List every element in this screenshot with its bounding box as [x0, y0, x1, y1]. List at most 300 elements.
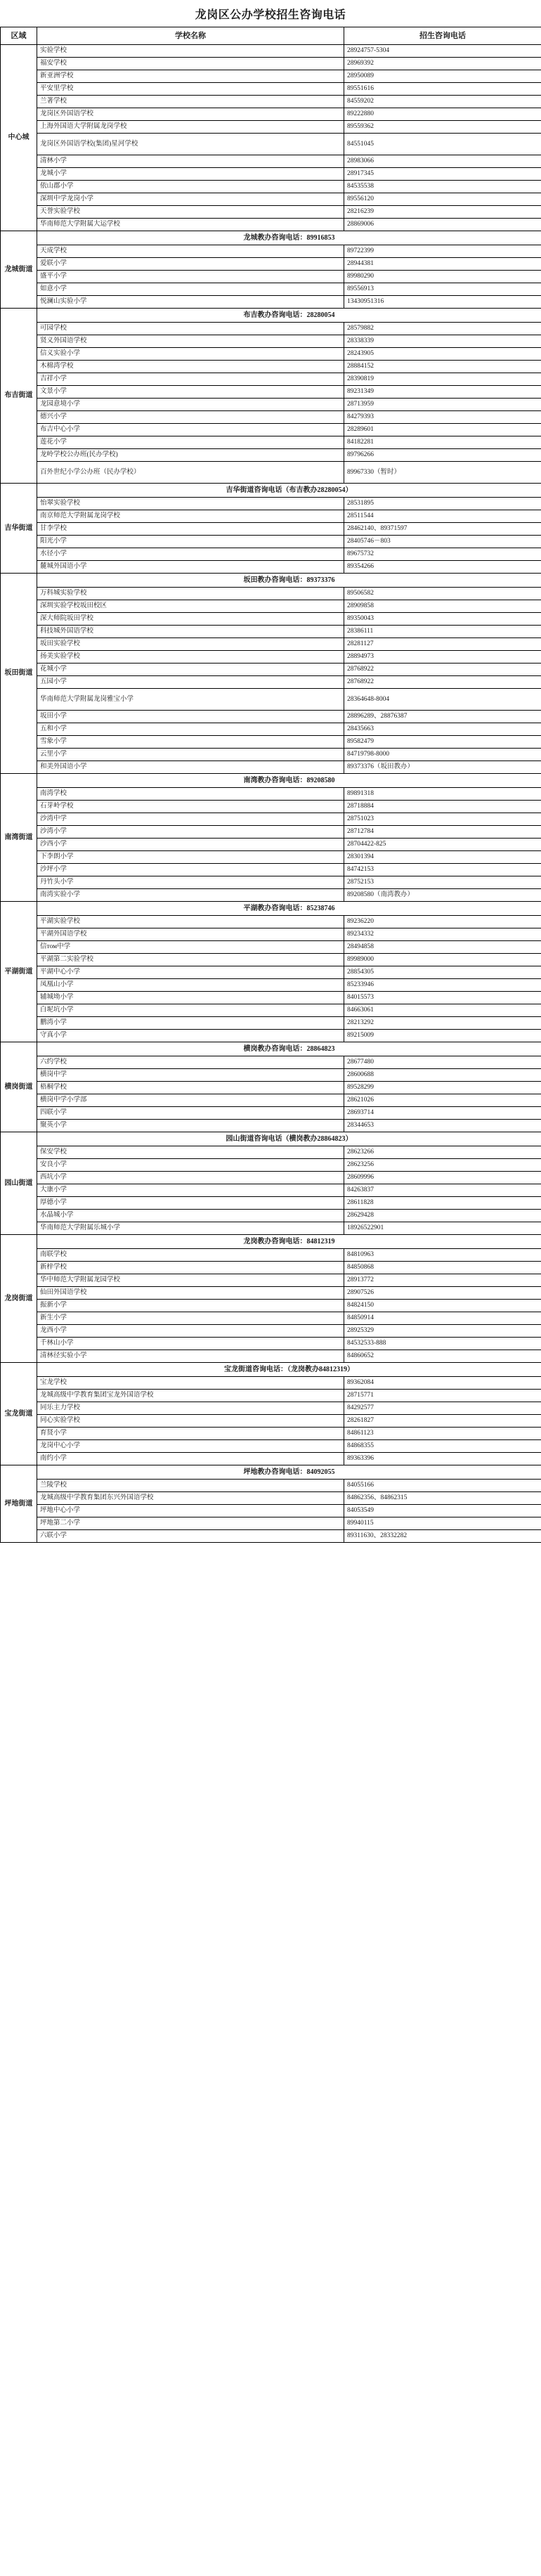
- table-row: [1, 954, 541, 966]
- table-row: [1, 1338, 541, 1350]
- table-row: [1, 1300, 541, 1312]
- table-row: [1, 1159, 541, 1172]
- school-name-cell: 厚德小学: [37, 1197, 344, 1210]
- phone-number-cell: 84053549: [344, 1505, 541, 1517]
- table-row: [1, 889, 541, 902]
- school-name-cell: 福安学校: [37, 58, 344, 70]
- phone-number-cell: 28854305: [344, 966, 541, 979]
- table-row: [1, 155, 541, 168]
- phone-number-cell: 89506582: [344, 588, 541, 600]
- table-row: [1, 1390, 541, 1402]
- phone-number-cell: 89528299: [344, 1082, 541, 1094]
- phone-number-cell: 89362084: [344, 1377, 541, 1390]
- table-row: [1, 1440, 541, 1453]
- phone-number-cell: 28531895: [344, 498, 541, 510]
- school-name-cell: 新生小学: [37, 1312, 344, 1325]
- school-name-cell: 华南师范大学附属乐城小学: [37, 1222, 344, 1235]
- phone-number-cell: 84742153: [344, 864, 541, 876]
- table-row: [1, 1517, 541, 1530]
- document-page: [0, 6, 541, 1543]
- phone-number-cell: 28712784: [344, 826, 541, 839]
- table-row: [1, 600, 541, 613]
- table-row: [1, 966, 541, 979]
- phone-number-cell: 84810963: [344, 1249, 541, 1262]
- school-name-cell: 兰陵学校: [37, 1480, 344, 1492]
- column-header-region: 区域: [1, 27, 37, 45]
- school-name-cell: 五园小学: [37, 676, 344, 689]
- school-name-cell: 水径小学: [37, 548, 344, 561]
- school-name-cell: 新梓学校: [37, 1262, 344, 1274]
- table-row: [1, 1107, 541, 1120]
- phone-number-cell: 84532533-888: [344, 1338, 541, 1350]
- table-row: [1, 626, 541, 638]
- school-name-cell: 雪象小学: [37, 736, 344, 749]
- school-name-cell: 龙岭学校公办班(民办学校): [37, 449, 344, 462]
- table-row: [1, 335, 541, 348]
- section-banner: 布吉教办咨询电话：28280054: [37, 309, 541, 323]
- section-banner-row: [1, 1235, 541, 1249]
- table-row: [1, 83, 541, 96]
- phone-number-cell: 28677480: [344, 1056, 541, 1069]
- phone-number-cell: 84719798-8000: [344, 749, 541, 761]
- table-row: [1, 1146, 541, 1159]
- phone-number-cell: 28907526: [344, 1287, 541, 1300]
- table-row: [1, 876, 541, 889]
- school-name-cell: 龙岗区外国语学校(集团)星河学校: [37, 134, 344, 155]
- table-row: [1, 676, 541, 689]
- phone-number-cell: 28435663: [344, 723, 541, 736]
- table-row: [1, 638, 541, 651]
- phone-number-cell: 89891318: [344, 788, 541, 801]
- phone-number-cell: 84559202: [344, 96, 541, 108]
- table-row: [1, 979, 541, 992]
- table-row: [1, 1480, 541, 1492]
- phone-number-cell: 89796266: [344, 449, 541, 462]
- school-name-cell: 平湖中心小学: [37, 966, 344, 979]
- phone-number-cell: 89989000: [344, 954, 541, 966]
- school-name-cell: 白坭坑小学: [37, 1004, 344, 1017]
- table-row: [1, 1004, 541, 1017]
- phone-number-cell: 28390819: [344, 373, 541, 386]
- school-name-cell: 科技城外国语学校: [37, 626, 344, 638]
- table-row: [1, 1274, 541, 1287]
- school-name-cell: 依山郡小学: [37, 181, 344, 193]
- table-row: [1, 839, 541, 851]
- school-name-cell: 信义实验小学: [37, 348, 344, 361]
- school-name-cell: 守真小学: [37, 1030, 344, 1042]
- phone-number-cell: 28715771: [344, 1390, 541, 1402]
- region-cell: 布吉街道: [1, 309, 37, 484]
- school-name-cell: 坪地中心小学: [37, 1505, 344, 1517]
- phone-number-cell: 84182281: [344, 436, 541, 449]
- phone-number-cell: 84663061: [344, 1004, 541, 1017]
- phone-number-cell: 84850868: [344, 1262, 541, 1274]
- phone-number-cell: 89231349: [344, 386, 541, 399]
- school-name-cell: 莲花小学: [37, 436, 344, 449]
- table-row: [1, 1492, 541, 1505]
- phone-number-cell: 28629428: [344, 1210, 541, 1222]
- table-row: [1, 813, 541, 826]
- section-banner: 横岗教办咨询电话：28864823: [37, 1042, 541, 1056]
- phone-number-cell: 89675732: [344, 548, 541, 561]
- section-banner: 宝龙街道咨询电话：（龙岗教办84812319）: [37, 1363, 541, 1377]
- phone-number-cell: 28751023: [344, 813, 541, 826]
- table-row: [1, 801, 541, 813]
- table-row: [1, 449, 541, 462]
- table-row: [1, 916, 541, 928]
- school-name-cell: 如意小学: [37, 283, 344, 296]
- phone-number-cell: 84535538: [344, 181, 541, 193]
- phone-number-cell: 28713959: [344, 399, 541, 411]
- section-banner: 坪地教办咨询电话：84092055: [37, 1465, 541, 1480]
- phone-number-cell: 89940115: [344, 1517, 541, 1530]
- school-name-cell: 可园学校: [37, 323, 344, 335]
- table-row: [1, 851, 541, 864]
- phone-number-cell: 28579882: [344, 323, 541, 335]
- table-row: [1, 523, 541, 536]
- school-name-cell: 平湖实验学校: [37, 916, 344, 928]
- column-header-school: 学校名称: [37, 27, 344, 45]
- phone-number-cell: 18926522901: [344, 1222, 541, 1235]
- phone-number-cell: 84861123: [344, 1428, 541, 1440]
- school-name-cell: 西坑小学: [37, 1172, 344, 1184]
- phone-number-cell: 84055166: [344, 1480, 541, 1492]
- table-row: [1, 826, 541, 839]
- table-row: [1, 121, 541, 134]
- school-name-cell: 万科城实验学校: [37, 588, 344, 600]
- table-row: [1, 1262, 541, 1274]
- school-name-cell: 华中师范大学附属龙园学校: [37, 1274, 344, 1287]
- section-banner: 平湖教办咨询电话：85238746: [37, 902, 541, 916]
- school-name-cell: 兰著学校: [37, 96, 344, 108]
- table-row: [1, 1325, 541, 1338]
- table-row: [1, 462, 541, 484]
- school-name-cell: 云里小学: [37, 749, 344, 761]
- phone-number-cell: 28909858: [344, 600, 541, 613]
- school-name-cell: 坪地第二小学: [37, 1517, 344, 1530]
- table-row: [1, 711, 541, 723]
- region-cell: 园山街道: [1, 1132, 37, 1235]
- phone-number-cell: 28768922: [344, 664, 541, 676]
- phone-number-cell: 84868355: [344, 1440, 541, 1453]
- phone-number-cell: 28944381: [344, 258, 541, 271]
- school-name-cell: 沙西小学: [37, 839, 344, 851]
- phone-number-cell: 28344653: [344, 1120, 541, 1132]
- school-name-cell: 安良小学: [37, 1159, 344, 1172]
- table-row: [1, 58, 541, 70]
- phone-number-cell: 89222880: [344, 108, 541, 121]
- school-name-cell: 凤凰山小学: [37, 979, 344, 992]
- table-row: [1, 864, 541, 876]
- school-name-cell: 龙岗区外国语学校: [37, 108, 344, 121]
- table-row: [1, 271, 541, 283]
- table-row: [1, 323, 541, 335]
- table-row: [1, 1030, 541, 1042]
- school-name-cell: 华南师范大学附属龙岗雅宝小学: [37, 689, 344, 711]
- table-row: [1, 399, 541, 411]
- phone-number-cell: 28623266: [344, 1146, 541, 1159]
- school-name-cell: 百外世纪小学公办班（民办学校）: [37, 462, 344, 484]
- table-row: [1, 788, 541, 801]
- school-name-cell: 清林小学: [37, 155, 344, 168]
- school-name-cell: 坂田小学: [37, 711, 344, 723]
- phone-number-cell: 13430951316: [344, 296, 541, 309]
- phone-number-cell: 28289601: [344, 424, 541, 436]
- table-row: [1, 1402, 541, 1415]
- table-row: [1, 411, 541, 424]
- phone-number-cell: 28896289、28876387: [344, 711, 541, 723]
- phone-number-cell: 89311630、28332282: [344, 1530, 541, 1543]
- school-name-cell: 南湾实验小学: [37, 889, 344, 902]
- school-name-cell: 丹竹头小学: [37, 876, 344, 889]
- region-cell: 宝龙街道: [1, 1363, 37, 1465]
- table-row: [1, 193, 541, 206]
- school-name-cell: 鹏湾小学: [37, 1017, 344, 1030]
- table-row: [1, 736, 541, 749]
- school-name-cell: 龙城高级中学教育集团东兴外国语学校: [37, 1492, 344, 1505]
- school-name-cell: 水晶城小学: [37, 1210, 344, 1222]
- phone-number-cell: 28913772: [344, 1274, 541, 1287]
- table-row: [1, 561, 541, 574]
- table-row: [1, 664, 541, 676]
- school-name-cell: 南湾学校: [37, 788, 344, 801]
- table-row: [1, 1184, 541, 1197]
- table-row: [1, 1069, 541, 1082]
- phone-number-cell: 28600688: [344, 1069, 541, 1082]
- table-row: [1, 510, 541, 523]
- table-row: [1, 1056, 541, 1069]
- school-name-cell: 大康小学: [37, 1184, 344, 1197]
- phone-number-cell: 89350043: [344, 613, 541, 626]
- school-name-cell: 沙坪小学: [37, 864, 344, 876]
- table-row: [1, 373, 541, 386]
- table-row: [1, 1249, 541, 1262]
- phone-number-cell: 28243905: [344, 348, 541, 361]
- phone-number-cell: 28917345: [344, 168, 541, 181]
- phone-number-cell: 28925329: [344, 1325, 541, 1338]
- school-name-cell: 天誉实验学校: [37, 206, 344, 219]
- school-name-cell: 育贤小学: [37, 1428, 344, 1440]
- phone-number-cell: 89363396: [344, 1453, 541, 1465]
- school-name-cell: 深圳实验学校坂田校区: [37, 600, 344, 613]
- school-name-cell: 聚英小学: [37, 1120, 344, 1132]
- region-cell: 中心城: [1, 45, 37, 231]
- table-header: [1, 27, 541, 45]
- table-row: [1, 45, 541, 58]
- column-header-phone: 招生咨询电话: [344, 27, 541, 45]
- table-row: [1, 689, 541, 711]
- table-row: [1, 1453, 541, 1465]
- section-banner: 吉华街道咨询电话（布吉教办28280054）: [37, 484, 541, 498]
- table-row: [1, 1197, 541, 1210]
- school-name-cell: 木棉湾学校: [37, 361, 344, 373]
- school-name-cell: 保安学校: [37, 1146, 344, 1159]
- phone-number-cell: 89722399: [344, 245, 541, 258]
- school-name-cell: 龙城高级中学教育集团宝龙外国语学校: [37, 1390, 344, 1402]
- phone-number-cell: 89215009: [344, 1030, 541, 1042]
- phone-number-cell: 89556120: [344, 193, 541, 206]
- school-name-cell: 六联小学: [37, 1530, 344, 1543]
- table-row: [1, 1287, 541, 1300]
- region-cell: 平湖街道: [1, 902, 37, 1042]
- school-name-cell: 麓城外国语小学: [37, 561, 344, 574]
- phone-number-cell: 28511544: [344, 510, 541, 523]
- phone-number-cell: 28623256: [344, 1159, 541, 1172]
- school-name-cell: 南联学校: [37, 1249, 344, 1262]
- school-name-cell: 吉祥小学: [37, 373, 344, 386]
- school-name-cell: 贤义外国语学校: [37, 335, 344, 348]
- table-row: [1, 386, 541, 399]
- phone-number-cell: 84850914: [344, 1312, 541, 1325]
- school-name-cell: 平安里学校: [37, 83, 344, 96]
- phone-number-cell: 28693714: [344, 1107, 541, 1120]
- phone-number-cell: 28364648-8004: [344, 689, 541, 711]
- region-cell: 坂田街道: [1, 574, 37, 774]
- phone-number-cell: 89234332: [344, 928, 541, 941]
- table-row: [1, 1377, 541, 1390]
- region-cell: 南湾街道: [1, 774, 37, 902]
- school-name-cell: 千林山小学: [37, 1338, 344, 1350]
- school-phone-table: [0, 27, 541, 1543]
- school-name-cell: 扬美实验学校: [37, 651, 344, 664]
- school-name-cell: 信том中学: [37, 941, 344, 954]
- school-name-cell: 和美外国语小学: [37, 761, 344, 774]
- school-name-cell: 下李朗小学: [37, 851, 344, 864]
- table-row: [1, 361, 541, 373]
- school-name-cell: 龙西小学: [37, 1325, 344, 1338]
- phone-number-cell: 84015573: [344, 992, 541, 1004]
- table-row: [1, 928, 541, 941]
- section-banner-row: [1, 1132, 541, 1146]
- phone-number-cell: 28704422-825: [344, 839, 541, 851]
- phone-number-cell: 28969392: [344, 58, 541, 70]
- table-row: [1, 258, 541, 271]
- region-cell: 吉华街道: [1, 484, 37, 574]
- phone-number-cell: 28609996: [344, 1172, 541, 1184]
- phone-number-cell: 28621026: [344, 1094, 541, 1107]
- school-name-cell: 甘李学校: [37, 523, 344, 536]
- phone-number-cell: 84551045: [344, 134, 541, 155]
- school-name-cell: 花城小学: [37, 664, 344, 676]
- school-name-cell: 沙湾中学: [37, 813, 344, 826]
- region-cell: 横岗街道: [1, 1042, 37, 1132]
- phone-number-cell: 89980290: [344, 271, 541, 283]
- section-banner: 坂田教办咨询电话：89373376: [37, 574, 541, 588]
- school-name-cell: 同心实验学校: [37, 1415, 344, 1428]
- school-name-cell: 盛平小学: [37, 271, 344, 283]
- school-name-cell: 德兴小学: [37, 411, 344, 424]
- school-name-cell: 清林径实验小学: [37, 1350, 344, 1363]
- phone-number-cell: 28611828: [344, 1197, 541, 1210]
- phone-number-cell: 28386111: [344, 626, 541, 638]
- phone-number-cell: 28950089: [344, 70, 541, 83]
- section-banner: 龙城教办咨询电话：89916853: [37, 231, 541, 245]
- table-row: [1, 1312, 541, 1325]
- table-row: [1, 1172, 541, 1184]
- table-row: [1, 548, 541, 561]
- school-name-cell: 横岗中学小学部: [37, 1094, 344, 1107]
- table-row: [1, 613, 541, 626]
- phone-number-cell: 28983066: [344, 155, 541, 168]
- phone-number-cell: 89236220: [344, 916, 541, 928]
- school-name-cell: 平湖外国语学校: [37, 928, 344, 941]
- school-name-cell: 怡翠实验学校: [37, 498, 344, 510]
- phone-number-cell: 28894973: [344, 651, 541, 664]
- phone-number-cell: 89559362: [344, 121, 541, 134]
- phone-number-cell: 84263837: [344, 1184, 541, 1197]
- section-banner-row: [1, 774, 541, 788]
- phone-number-cell: 28338339: [344, 335, 541, 348]
- school-name-cell: 南京师范大学附属龙岗学校: [37, 510, 344, 523]
- school-name-cell: 布吉中心小学: [37, 424, 344, 436]
- phone-number-cell: 28216239: [344, 206, 541, 219]
- table-row: [1, 134, 541, 155]
- phone-number-cell: 84824150: [344, 1300, 541, 1312]
- school-name-cell: 横岗中学: [37, 1069, 344, 1082]
- phone-number-cell: 89208580（南湾教办）: [344, 889, 541, 902]
- table-row: [1, 536, 541, 548]
- section-banner: 南湾教办咨询电话：89208580: [37, 774, 541, 788]
- table-row: [1, 1094, 541, 1107]
- phone-number-cell: 89967330（暂时）: [344, 462, 541, 484]
- phone-number-cell: 28924757-5304: [344, 45, 541, 58]
- region-cell: 龙城街道: [1, 231, 37, 309]
- section-banner-row: [1, 231, 541, 245]
- school-name-cell: 龙城小学: [37, 168, 344, 181]
- phone-number-cell: 89582479: [344, 736, 541, 749]
- section-banner: 园山街道咨询电话（横岗教办28864823）: [37, 1132, 541, 1146]
- table-row: [1, 749, 541, 761]
- school-name-cell: 宝龙学校: [37, 1377, 344, 1390]
- school-name-cell: 深圳中学龙岗小学: [37, 193, 344, 206]
- table-row: [1, 245, 541, 258]
- table-row: [1, 70, 541, 83]
- table-row: [1, 436, 541, 449]
- table-row: [1, 1350, 541, 1363]
- table-row: [1, 168, 541, 181]
- phone-number-cell: 28301394: [344, 851, 541, 864]
- region-cell: 龙岗街道: [1, 1235, 37, 1363]
- table-row: [1, 651, 541, 664]
- phone-number-cell: 28494858: [344, 941, 541, 954]
- table-row: [1, 1428, 541, 1440]
- phone-number-cell: 89556913: [344, 283, 541, 296]
- table-row: [1, 1222, 541, 1235]
- school-name-cell: 深大师院坂田学校: [37, 613, 344, 626]
- phone-number-cell: 84292577: [344, 1402, 541, 1415]
- phone-number-cell: 84862356、84862315: [344, 1492, 541, 1505]
- school-name-cell: 同乐主力学校: [37, 1402, 344, 1415]
- school-name-cell: 南约小学: [37, 1453, 344, 1465]
- school-name-cell: 上海外国语大学附属龙岗学校: [37, 121, 344, 134]
- phone-number-cell: 89551616: [344, 83, 541, 96]
- section-banner-row: [1, 574, 541, 588]
- table-row: [1, 941, 541, 954]
- table-row: [1, 296, 541, 309]
- school-name-cell: 龙岗中心小学: [37, 1440, 344, 1453]
- section-banner-row: [1, 1363, 541, 1377]
- table-row: [1, 348, 541, 361]
- school-name-cell: 华南师范大学附属大运学校: [37, 219, 344, 231]
- table-body: [1, 45, 541, 1543]
- table-row: [1, 723, 541, 736]
- school-name-cell: 沙湾小学: [37, 826, 344, 839]
- phone-number-cell: 28261827: [344, 1415, 541, 1428]
- table-row: [1, 1415, 541, 1428]
- table-row: [1, 283, 541, 296]
- table-row: [1, 498, 541, 510]
- phone-number-cell: 28462140、89371597: [344, 523, 541, 536]
